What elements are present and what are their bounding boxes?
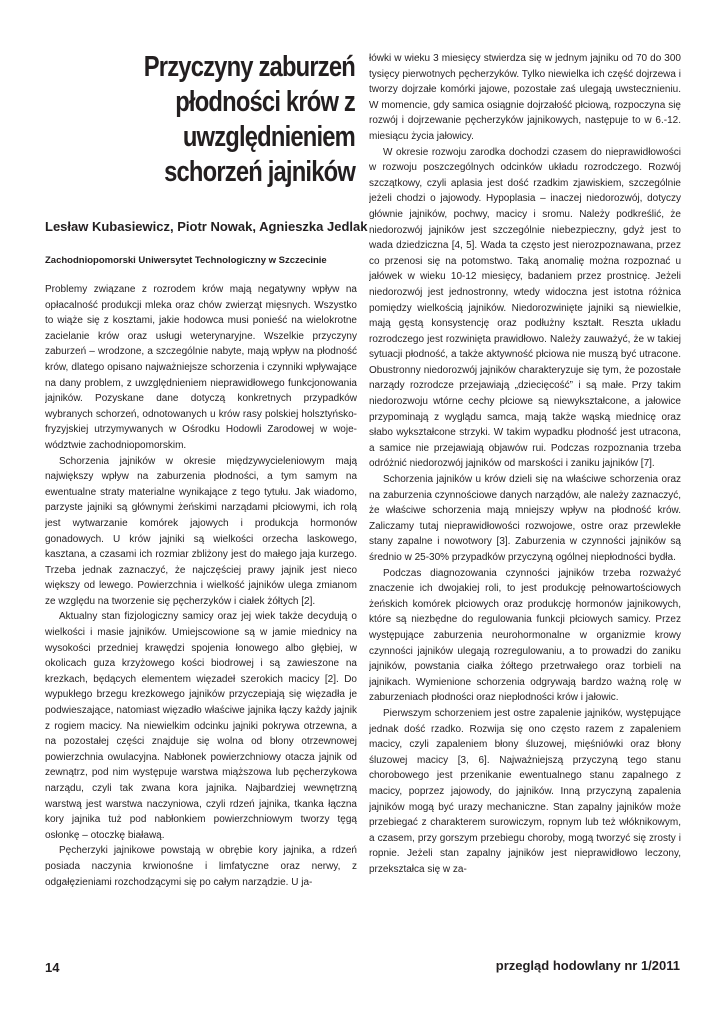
author-affiliation: Zachodniopomorski Uniwersytet Technologiczny w Szczecinie	[45, 255, 327, 266]
left-text-column	[45, 282, 357, 934]
body-paragraph: W okresie rozwoju zarodka dochodzi czasem do nieprawidłowości w rozwoju poszczególnych odcinków układu rozrodczego. Rozwój szczątkowy, czyli aplasia jest dość rzadkim zjawiskiem, szczególnie jeżeli chodzi o jajowody. Hypoplasia – inaczej niedorozwój, dotyczy głównie jajników, pochwy, macicy i sromu. Należy podkreślić, że niedorozwój jajników jest szczególnie niebezpieczny, gdyż jest to wada dziedziczna [4, 5]. Wada ta często jest nierozpoznawana, przez co przenosi się na potomstwo. Taką anomalię można rozpoznać u jałówek w wieku 10-12 miesięcy, badaniem przez prostnicę. Jeżeli niedorozwój jest jednostronny, wtedy widoczna jest istotna różnica pomiędzy wielkością jajników. Niedorozwinięte jajniki są niewielkie, mają gęstą konsystencję oraz podłużny kształt. Reszta układu rozrodczego jest rozwinięta prawidłowo. Należy zauważyć, że w takiej sytuacji płodność, a także aktywność płciowa nie muszą być utracone. Obustronny niedorozwój jajników charakteryzuje się tym, że pozostałe narządy rozrodcze przejawiają „dziecięcość” i są małe. Przy takim niedorozwoju wtórne cechy płciowe są niewykształcone, a jałowice przypominają z wyglądu samca, mają także wąską miednicę oraz słabo wykształcone strzyki. W takim wypadku płodność jest utracona, a samice nie przejawiają objawów rui. Podczas rozpoznania trzeba odróżnić niedorozwój jajników od marskości i zaniku jajników [7].	[369, 146, 681, 470]
body-paragraph: Aktualny stan fizjologiczny samicy oraz jej wiek także decydują o wielkości i masie jajników. Umiejscowione są w jamie miednicy na wysokości przedniej krawędzi spojenia łonowego albo głębiej, w okolicach guza krzyżowego kości biodrowej i są zawieszone na krezkach, będących elementem więzadeł szerokich macicy [2]. Do wypukłego brzegu krezkowego jajników przyczepiają się więzadła je podwieszające, natomiast więzadło właściwe jajnika łączy każdy jajnik z rogiem macicy. Na niewielkim odcinku jajniki pokrywa otrzewna, a na pozostałej części znajduje się wolna od błony otrzewnowej powierzchnia owulacyjna. Nabłonek powierzchniowy otacza jajnik od zewnątrz, pod nim występuje warstwa miąższowa lub pęcherzykowa narządu, czyli tak zwana kora jajnika. Najbardziej wewnętrzną warstwą jest warstwa naczyniowa, czyli rdzeń jajnika, tkanka łączna kory jajnika tuż pod nabłonkiem powierzchniowym tworzy tęgą osłonkę – otoczkę białawą.	[45, 611, 357, 841]
article-authors: Lesław Kubasiewicz, Piotr Nowak, Agnieszka Jedlak	[45, 219, 368, 234]
body-paragraph: Podczas diagnozowania czynności jajników trzeba rozważyć znaczenie ich dwojakiej roli, to jest produkcję pełnowartościowych żeńskich komórek płciowych oraz produkcję hormonów jajnikowych, które są niezbędne do regulowania funkcji płciowych samicy. Przez występujące zaburzenia neurohormonalne w organizmie krowy czynności jajników ulegają rozregulowaniu, a to prowadzi do zaniku jajników, powstania ciałka żółtego przetrwałego oraz torbieli na jajnikach. Wymienione schorzenia odgrywają bardzo ważną rolę w zaburzeniach płodności oraz niepłodności krów i jałowic.	[369, 567, 681, 704]
body-paragraph: Pierwszym schorzeniem jest ostre zapalenie jajników, występujące jednak dość rzadko. Rozwija się ono często razem z zapaleniem macicy, czyli zapaleniem błony śluzowej, mięśniówki oraz błony śluzowej macicy [3, 6]. Najważniejszą przyczyną tego stanu chorobowego jest przenikanie ewentualnego stanu zapalnego z macicy, poprzez jajowody, do jajników. Inną przyczyną zapalenia jajników mogą być urazy mechaniczne. Stan zapalny jajników może przebiegać z charakterem surowiczym, ropnym lub też włóknikowym, a czasem, przy gorszym przebiegu choroby, mogą tworzyć się zrosty i ropnie. Jeżeli stan zapalny jajników jest nieprawidłowo leczony, przekształca się w za-	[369, 707, 681, 875]
body-paragraph: Pęcherzyki jajnikowe powstają w obrębie kory jajnika, a rdzeń posiada naczynia krwionośne i limfatyczne oraz nerwy, z odgałęzieniami rozchodzącymi się po całym narządzie. U ja-	[45, 845, 357, 888]
page-number: 14	[45, 960, 60, 975]
body-paragraph: Schorzenia jajników w okresie międzywycieleniowym mają największy wpływ na zaburzenia płodności, a tym samym na ewentualne straty materialne wynikające z tego tytułu. Jak wiadomo, parzyste jajniki są głównymi żeńskimi narządami płciowymi, ich rolą jest wytwarzanie komórek jajowych i produkcja hormonów gonadowych. U krów jajniki są wielkości orzecha laskowego, kasztana, a czasami ich rozmiar zbliżony jest do małego jaja kurzego. Trzeba jednak zaznaczyć, że najczęściej prawy jajnik jest nieco większy od lewego. Powierzchnia i wielkość jajników ulega zmianom ze względu na tworzenie się pęcherzyków i ciałek żółtych [2].	[45, 455, 357, 607]
right-text-column	[369, 51, 681, 936]
body-paragraph: łówki w wieku 3 miesięcy stwierdza się w jednym jajniku od 70 do 300 tysięcy pierwotnych pęcherzyków. Tylko niewielka ich część dojrzewa i tworzy dojrzałe komórki jajowe, pozostałe zaś ulegają uwstecznieniu. W momencie, gdy samica osiągnie dojrzałość płciową, rozpoczyna się rozwój i dojrzewanie pęcherzyków jajnikowych, następuje to w 6.-12. miesiącu życia jałowicy.	[369, 53, 681, 142]
body-paragraph: Problemy związane z rozrodem krów mają negatywny wpływ na opłacalność produkcji mleka oraz chów zwierząt mięsnych. Wszystko to wiąże się z kosztami, jakie hodowca musi ponieść na wielokrotne zacielanie krów oraz usługi weterynaryjne. Wszelkie przyczyny zaburzeń – wrodzone, a szczególnie nabyte, mają wpływ na płodność krów, dlatego opisano najważniejsze schorzenia i czynniki wpływające na dany problem, z uwzględnieniem nieprawidłowego funkcjonowania jajników. Pozyskane dane dotyczą konkretnych przypadków wybranych schorzeń, odnotowanych u krów rasy polskiej holsztyńsko-fryzyjskiej utrzymywanych w Ośrodku Hodowli Zarodowej w województwie zachodniopomorskim.	[45, 284, 357, 451]
body-paragraph: Schorzenia jajników u krów dzieli się na właściwe schorzenia oraz na zaburzenia czynnościowe danych narządów, ale należy zaznaczyć, że właściwe schorzenia mają mniejszy wpływ na płodność krów. Zaliczamy tutaj nieprawidłowości rozwojowe, ostre oraz przewlekłe stany zapalne i nowotwory [3]. Zaburzenia w czynności jajników są średnio w 25-30% przypadków przyczyną ogólnej niepłodności bydła.	[369, 474, 681, 563]
journal-footer: przegląd hodowlany nr 1/2011	[495, 958, 680, 973]
article-title: Przyczyny zaburzeń płodności krów z uwzględnieniem schorzeń jajników	[143, 51, 355, 188]
